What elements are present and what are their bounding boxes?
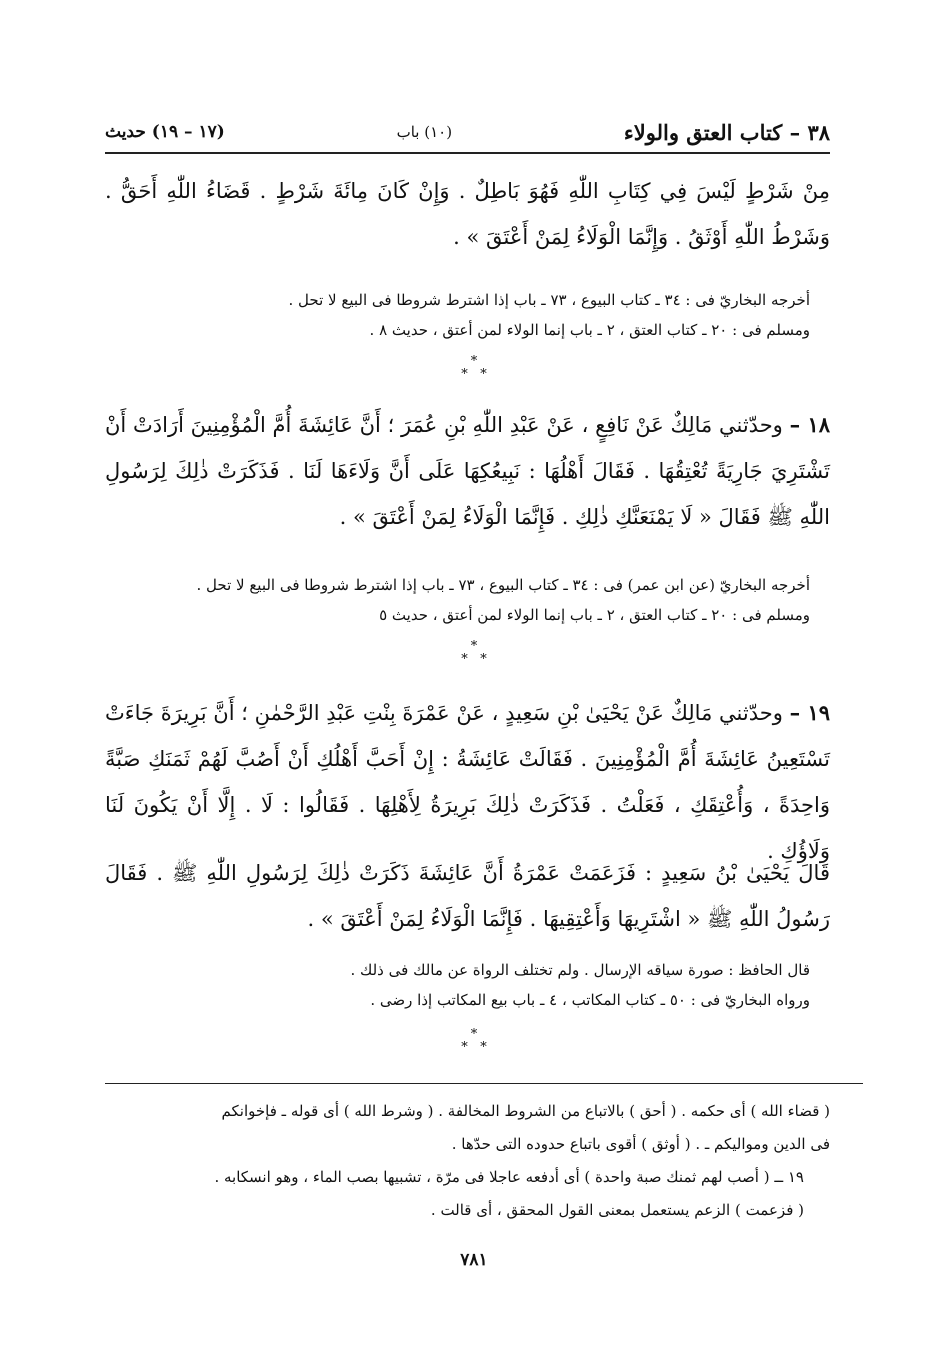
hadith-text: وحدّثني مَالِكٌ عَنْ نَافِعٍ ، عَنْ عَبْدِ اللّٰهِ بْنِ عُمَرَ ؛ أَنَّ عَائِشَةَ أُمَّ الْمُؤْمِنِينَ أَرَادَتْ أَنْ تَشْتَرِيَ جَارِيَةً تُعْتِقُهَا . فَقَالَ أَهْلُهَا : نَبِيعُكِهَا عَلَى أَنَّ وَلَاءَهَا لَنَا . فَذَكَرَتْ ذٰلِكَ لِرَسُولِ اللّٰهِ ﷺ فَقَالَ « لَا يَمْنَعَنَّكِ ذٰلِكِ . فَإِنَّمَا الْوَلَاءُ لِمَنْ أَعْتَقَ » . [105, 413, 830, 529]
hadith-17-continuation: مِنْ شَرْطٍ لَيْسَ فِي كِتَابِ اللّٰهِ فَهُوَ بَاطِلٌ . وَإِنْ كَانَ مِائَةَ شَرْطٍ . قَضَاءُ اللّٰهِ أَحَقُّ . وَشَرْطُ اللّٰهِ أَوْثَقُ . وَإِنَّمَا الْوَلَاءُ لِمَنْ أَعْتَقَ » . [105, 179, 830, 249]
footnote-divider [105, 1083, 863, 1084]
hadith-number: ١٩ – [789, 700, 831, 725]
header-book-title: ٣٨ – كتاب العتق والولاء [623, 119, 830, 145]
hadith-18-sources [105, 570, 830, 630]
hadith-text: وحدّثني مَالِكٌ عَنْ يَحْيَىٰ بْنِ سَعِيدٍ ، عَنْ عَمْرَةَ بِنْتِ عَبْدِ الرَّحْمٰنِ ؛ أَنَّ بَرِيرَةَ جَاءَتْ تَسْتَعِينُ عَائِشَةَ أُمَّ الْمُؤْمِنِينَ . فَقَالَتْ عَائِشَةُ : إِنْ أَحَبَّ أَهْلُكِ أَنْ أَصُبَّ لَهُمْ ثَمَنَكِ صَبَّةً وَاحِدَةً ، وَأُعْتِقَكِ ، فَعَلْتُ . فَذَكَرَتْ ذٰلِكَ بَرِيرَةُ لِأَهْلِهَا . فَقَالُوا : لَا . إِلَّا أَنْ يَكُونَ لَنَا وَلَاؤُكِ . [105, 701, 830, 863]
hadith-19-second-paragraph: قَالَ يَحْيَىٰ بْنُ سَعِيدٍ : فَزَعَمَتْ عَمْرَةُ أَنَّ عَائِشَةَ ذَكَرَتْ ذٰلِكَ لِرَسُولِ اللّٰهِ ﷺ . فَقَالَ رَسُولُ اللّٰهِ ﷺ « اشْتَرِيهَا وَأَعْتِقِيهَا . فَإِنَّمَا الْوَلَاءُ لِمَنْ أَعْتَقَ » . [105, 861, 830, 931]
source-line: ومسلم فى : ٢٠ ـ كتاب العتق ، ٢ ـ باب إنما الولاء لمن أعتق ، حديث ٥ [379, 606, 810, 624]
source-line: أخرجه البخاريّ فى : ٣٤ ـ كتاب البيوع ، ٧٣ ـ باب إذا اشترط شروطا فى البيع لا تحل . [288, 291, 810, 309]
page-number: ٧٨١ [460, 1250, 488, 1270]
footnote-line: ( قضاء الله ) أى حكمه . ( أحق ) بالاتباع من الشروط المخالفة . ( وشرط الله ) أى قوله ـ فإخوانكم [221, 1102, 830, 1120]
hadith-18 [105, 402, 830, 540]
hadith-19-sources [105, 955, 830, 1015]
source-line: قال الحافظ : صورة سياقه الإرسال . ولم تختلف الرواة عن مالك فى ذلك . [350, 961, 810, 979]
hadith-number: ١٨ – [789, 412, 830, 437]
header-hadith-range: (١٧ – ١٩) حديث [105, 122, 225, 142]
footnotes [105, 1095, 830, 1227]
page-header [105, 112, 830, 154]
separator-stars: * * * [461, 354, 487, 382]
source-line: ومسلم فى : ٢٠ ـ كتاب العتق ، ٢ ـ باب إنما الولاء لمن أعتق ، حديث ٨ . [369, 321, 810, 339]
source-line: أخرجه البخاريّ (عن ابن عمر) فى : ٣٤ ـ كتاب البيوع ، ٧٣ ـ باب إذا اشترط شروطا فى البيع لا تحل . [196, 576, 810, 594]
hadith-17-sources [105, 285, 830, 345]
header-chapter: (١٠) باب [396, 123, 453, 141]
hadith-19 [105, 690, 830, 874]
separator-stars: * * * [461, 1027, 487, 1055]
footnote-line: ١٩ ــ ( أصب لهم ثمنك صبة واحدة ) أى أدفعه عاجلا فى مرّة ، تشبيها بصب الماء ، وهو انسكابه . [214, 1168, 804, 1186]
source-line: ورواه البخاريّ فى : ٥٠ ـ كتاب المكاتب ، ٤ ـ باب بيع المكاتب إذا رضى . [370, 991, 810, 1009]
footnote-line: ( فزعمت ) الزعم يستعمل بمعنى القول المحقق ، أى قالت . [430, 1201, 804, 1219]
footnote-line: فى الدين ومواليكم ـ . ( أوثق ) أقوى باتباع حدوده التى حدّها . [451, 1135, 830, 1153]
separator-stars: * * * [461, 639, 487, 667]
